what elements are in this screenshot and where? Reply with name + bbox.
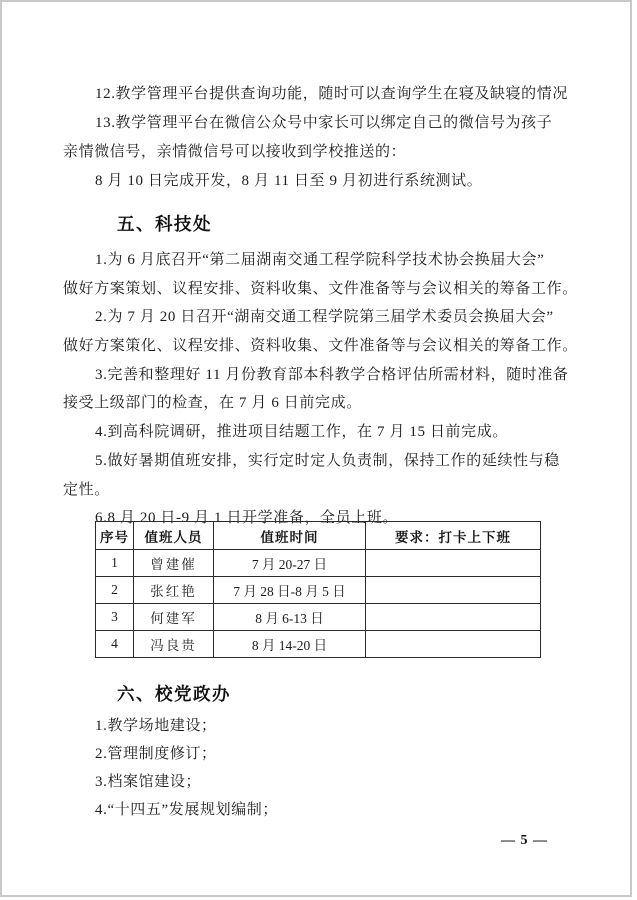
cell-note — [366, 604, 541, 631]
header-requirement: 要求：打卡上下班 — [366, 522, 541, 550]
cell-time: 7 月 28 日-8 月 5 日 — [214, 577, 366, 604]
paragraph-line: 3.完善和整理好 11 月份教育部本科教学合格评估所需材料，随时准备 — [95, 366, 569, 383]
paragraph-line: 亲情微信号，亲情微信号可以接收到学校推送的： — [63, 144, 407, 160]
paragraph-line: 1.教学场地建设； — [95, 718, 217, 734]
page-number: — 5 — — [501, 833, 548, 848]
section6-paragraphs — [63, 712, 575, 824]
cell-person: 何建军 — [134, 604, 214, 631]
cell-time: 8 月 6-13 日 — [214, 604, 366, 631]
cell-time: 8 月 14-20 日 — [214, 631, 366, 658]
cell-note — [366, 631, 541, 658]
paragraph-line: 做好方案策化、议程安排、资料收集、文件准备等与会议相关的筹备工作。 — [63, 338, 578, 355]
paragraph-line: 6.8 月 20 日-9 月 1 日开学准备，全员上班。 — [95, 510, 399, 527]
paragraph-line: 3.档案馆建设； — [95, 774, 202, 790]
cell-person: 冯良贵 — [134, 631, 214, 658]
section5-paragraphs — [63, 246, 578, 533]
paragraph-line: 2.为 7 月 20 日召开“湖南交通工程学院第三届学术委员会换届大会” — [95, 309, 554, 326]
cell-serial: 2 — [96, 577, 134, 604]
section6-heading: 六、校党政办 — [117, 684, 231, 704]
paragraph-line: 1.为 6 月底召开“第二届湖南交通工程学院科学技术协会换届大会” — [95, 252, 545, 268]
cell-person: 曾建催 — [134, 550, 214, 577]
table-header-row — [96, 522, 541, 550]
header-serial: 序号 — [96, 522, 134, 550]
table-row — [96, 604, 541, 631]
paragraph-line: 8 月 10 日完成开发，8 月 11 日至 9 月初进行系统测试。 — [95, 173, 483, 189]
paragraph-line: 接受上级部门的检查，在 7 月 6 日前完成。 — [63, 395, 362, 412]
cell-serial: 1 — [96, 550, 134, 577]
cell-note — [366, 577, 541, 604]
cell-serial: 3 — [96, 604, 134, 631]
table-row — [96, 550, 541, 577]
cell-time: 7 月 20-27 日 — [214, 550, 366, 577]
cell-person: 张红艳 — [134, 577, 214, 604]
duty-table — [95, 521, 541, 658]
paragraph-line: 5.做好暑期值班安排，实行定时定人负责制，保持工作的延续性与稳 — [95, 452, 560, 469]
paragraph-line: 12.教学管理平台提供查询功能，随时可以查询学生在寝及缺寝的情况 — [95, 86, 568, 102]
header-time: 值班时间 — [214, 522, 366, 550]
paragraph-line: 4.“十四五”发展规划编制； — [95, 802, 278, 818]
paragraph-line: 定性。 — [63, 481, 110, 498]
paragraph-line: 13.教学管理平台在微信公众号中家长可以绑定自己的微信号为孩子 — [95, 115, 553, 131]
table-row — [96, 577, 541, 604]
paragraph-line: 做好方案策划、议程安排、资料收集、文件准备等与会议相关的筹备工作。 — [63, 280, 578, 297]
table-row — [96, 631, 541, 658]
cell-serial: 4 — [96, 631, 134, 658]
paragraph-line: 2.管理制度修订； — [95, 746, 217, 762]
cell-note — [366, 550, 541, 577]
pre-section-paragraphs — [63, 80, 575, 196]
paragraph-line: 4.到高科院调研，推进项目结题工作，在 7 月 15 日前完成。 — [95, 424, 508, 441]
section5-heading: 五、科技处 — [117, 214, 212, 234]
header-person: 值班人员 — [134, 522, 214, 550]
